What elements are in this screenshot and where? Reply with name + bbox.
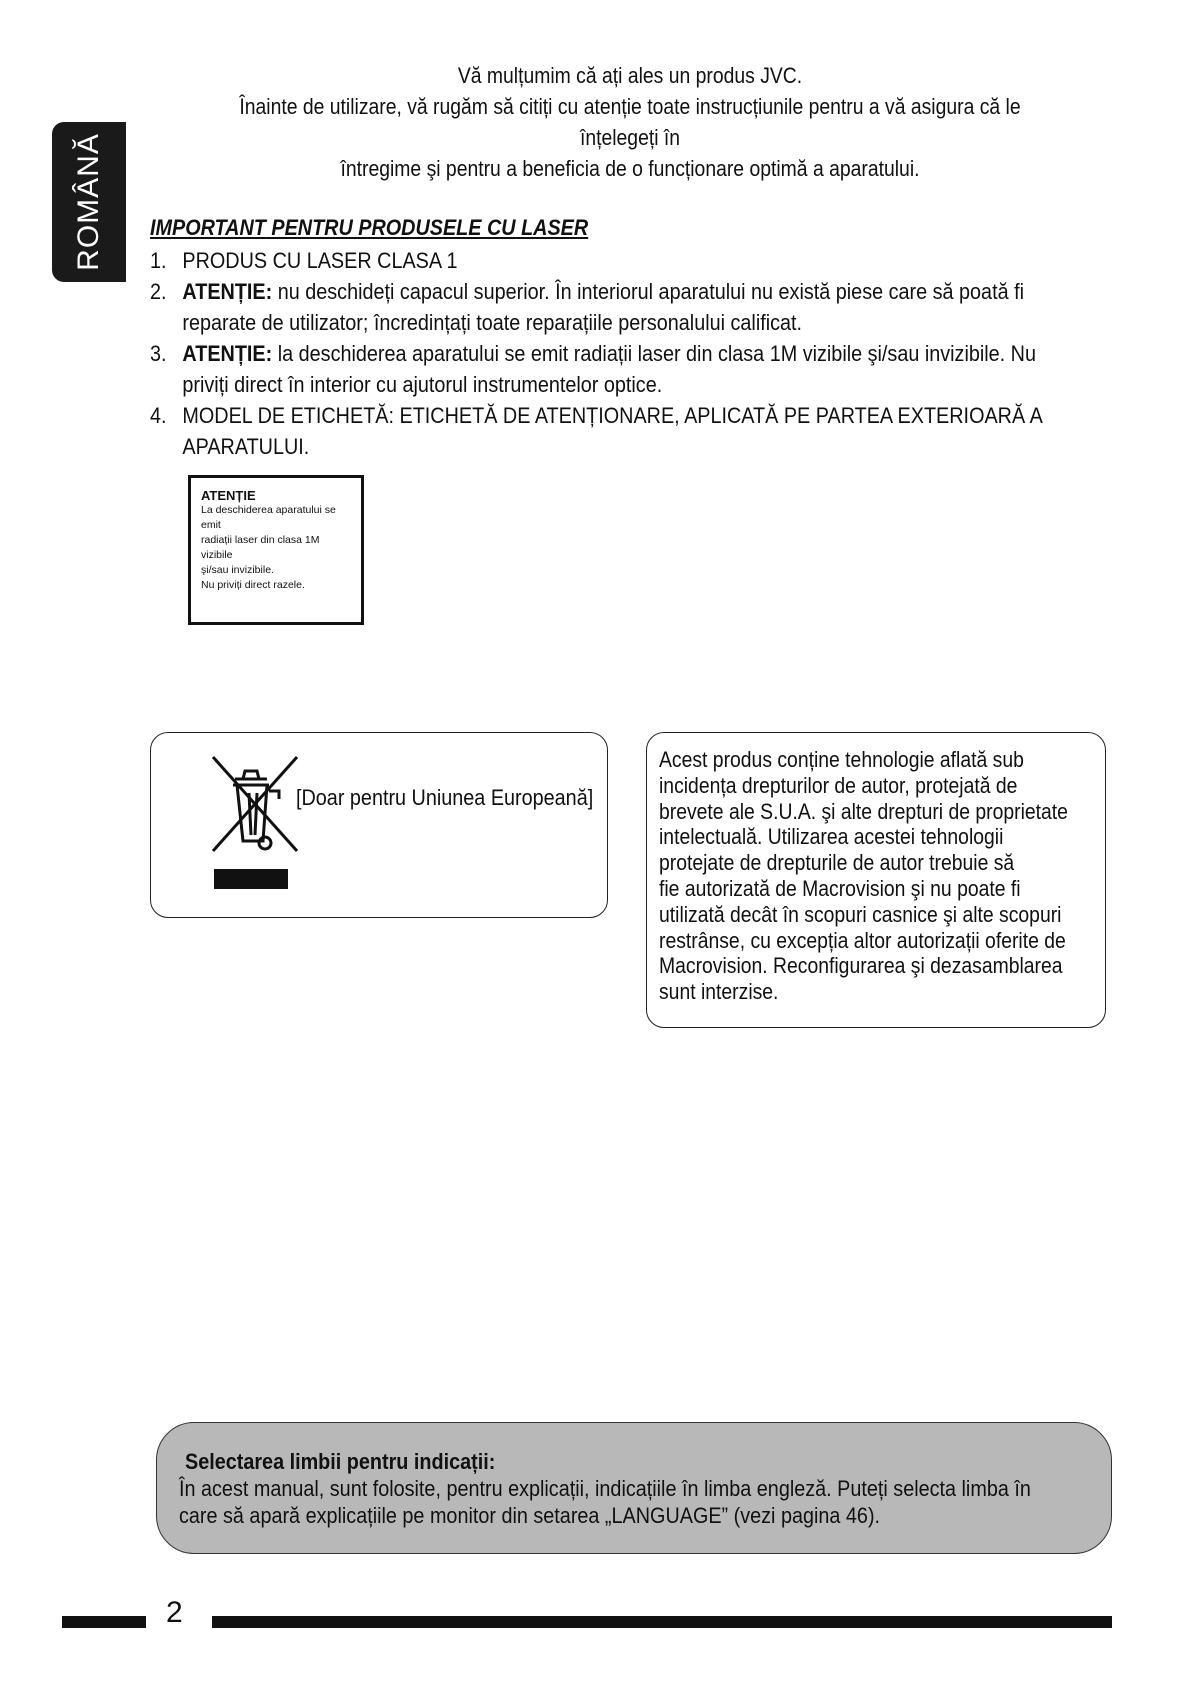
list-item-number: 1.: [150, 248, 167, 273]
macrovision-line: incidența drepturilor de autor, protejată de: [659, 772, 1018, 798]
laser-section-title: IMPORTANT PENTRU PRODUSELE CU LASER: [150, 215, 589, 240]
macrovision-line: Macrovision. Reconfigurarea şi dezasamblarea: [659, 953, 1063, 979]
intro-line: Înainte de utilizare, vă rugăm să citiți cu atenție toate instrucțiunile pentru a vă asigura că le înțelegeți în: [239, 94, 1021, 150]
language-note-title: Selectarea limbii pentru indicații:: [185, 1449, 496, 1474]
list-item-text-cont: priviți direct în interior cu ajutorul instrumentelor optice.: [182, 372, 663, 397]
language-side-tab: [52, 122, 126, 282]
footer-bar-right: [212, 1616, 1112, 1628]
intro-text: [208, 60, 1053, 184]
macrovision-line: fie autorizată de Macrovision şi nu poate fi: [659, 875, 1021, 901]
macrovision-line: restrânse, cu excepția altor autorizații oferite de: [659, 927, 1066, 953]
language-tab-label: ROMÂNĂ: [72, 133, 105, 271]
list-item-number: 3.: [150, 341, 167, 366]
footer-bar-left: [62, 1616, 146, 1628]
list-item: [150, 338, 1136, 400]
list-item-text-cont: APARATULUI.: [182, 434, 310, 459]
list-item-text: nu deschideți capacul superior. În interiorul aparatului nu există piese care să poată fi: [272, 279, 1024, 304]
page-number: 2: [166, 1596, 183, 1629]
warning-label-line: şi/sau invizibile.: [201, 564, 274, 576]
macrovision-line: brevete ale S.U.A. şi alte drepturi de proprietate: [659, 798, 1068, 824]
list-item: [150, 245, 1136, 276]
warning-label-title: ATENȚIE: [201, 488, 256, 503]
list-item-bold: ATENȚIE:: [182, 279, 273, 304]
list-item-number: 4.: [150, 403, 167, 428]
black-bar-symbol: [214, 869, 288, 889]
macrovision-notice: [646, 732, 1106, 1028]
eu-notice-text: [Doar pentru Uniunea Europeană]: [296, 785, 594, 810]
laser-warning-label: [188, 475, 364, 625]
macrovision-line: protejate de drepturile de autor trebuie să: [659, 850, 1015, 876]
macrovision-line: Acest produs conține tehnologie aflată sub: [659, 747, 1024, 772]
list-item-text: PRODUS CU LASER CLASA 1: [182, 248, 458, 273]
warning-label-line: radiații laser din clasa 1M vizibile: [201, 534, 320, 561]
list-item-text: MODEL DE ETICHETĂ: ETICHETĂ DE ATENȚIONARE, APLICATĂ PE PARTEA EXTERIOARĂ A: [182, 403, 1043, 428]
warning-label-line: La deschiderea aparatului se emit: [201, 504, 336, 531]
list-item: [150, 276, 1136, 338]
list-item: [150, 400, 1136, 462]
macrovision-line: sunt interzise.: [659, 979, 779, 1005]
laser-list: [150, 245, 1110, 462]
list-item-number: 2.: [150, 279, 167, 304]
list-item-text-cont: reparate de utilizator; încredințați toate reparațiile personalului calificat.: [182, 310, 803, 335]
list-item-text: la deschiderea aparatului se emit radiații laser din clasa 1M vizibile şi/sau invizibile. Nu: [272, 341, 1036, 366]
warning-label-line: Nu priviți direct razele.: [201, 579, 305, 591]
macrovision-line: intelectuală. Utilizarea acestei tehnologii: [659, 824, 1004, 850]
language-note-line: În acest manual, sunt folosite, pentru explicații, indicațiile în limba engleză. Puteți selecta limba în: [179, 1476, 1031, 1501]
list-item-bold: ATENȚIE:: [182, 341, 273, 366]
macrovision-line: utilizată decât în scopuri casnice şi alte scopuri: [659, 901, 1062, 927]
crossed-out-wheelie-bin-icon: [207, 751, 303, 857]
language-selection-note: [156, 1422, 1112, 1554]
eu-disposal-notice: [150, 732, 608, 918]
laser-section: [150, 215, 1110, 462]
intro-line: Vă mulțumim că ați ales un produs JVC.: [457, 63, 803, 88]
language-note-line: care să apară explicațiile pe monitor din setarea „LANGUAGE” (vezi pagina 46).: [179, 1503, 881, 1528]
intro-line: întregime şi pentru a beneficia de o funcționare optimă a aparatului.: [340, 156, 920, 181]
